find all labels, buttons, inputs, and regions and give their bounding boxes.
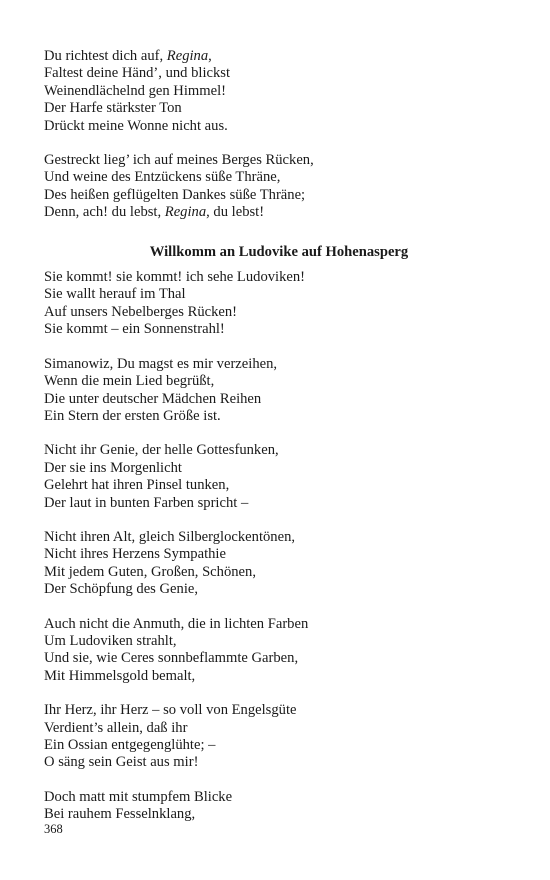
poem-line: Doch matt mit stumpfem Blicke xyxy=(44,788,233,805)
poem-line: Nicht ihr Genie, der helle Gottesfunken, xyxy=(44,442,279,459)
poem-line: Der sie ins Morgenlicht xyxy=(44,459,182,476)
poem-line: Und weine des Entzückens süße Thräne, xyxy=(44,169,281,186)
stanza xyxy=(44,48,514,135)
poem-line: Der laut in bunten Farben spricht – xyxy=(44,494,249,511)
poem-line: Simanowiz, Du magst es mir verzeihen, xyxy=(44,355,278,372)
poem-line: Um Ludoviken strahlt, xyxy=(44,632,177,649)
poem-line: Denn, ach! du lebst, Regina, du lebst! xyxy=(44,204,265,221)
poem-line: Sie kommt! sie kommt! ich sehe Ludoviken! xyxy=(44,269,306,286)
poem-line: Auch nicht die Anmuth, die in lichten Farben xyxy=(44,615,309,632)
poem-line: Ein Stern der ersten Größe ist. xyxy=(44,407,221,424)
stanza xyxy=(44,529,514,599)
stanza xyxy=(44,356,514,426)
poem-line: Nicht ihres Herzens Sympathie xyxy=(44,546,226,563)
poem-line: Auf unsers Nebelberges Rücken! xyxy=(44,303,238,320)
poem-line: Und sie, wie Ceres sonnbeflammte Garben, xyxy=(44,650,299,667)
stanza xyxy=(44,702,514,772)
poem-line: Der Schöpfung des Genie, xyxy=(44,581,199,598)
poem-line: Mit Himmelsgold bemalt, xyxy=(44,667,196,684)
poem-ending xyxy=(44,48,514,222)
poem-text xyxy=(44,48,514,841)
poem-line: Drückt meine Wonne nicht aus. xyxy=(44,117,228,134)
stanza xyxy=(44,442,514,512)
poem-title: Willkomm an Ludovike auf Hohenasperg xyxy=(149,243,409,260)
poem-line: Die unter deutscher Mädchen Reihen xyxy=(44,390,262,407)
stanza xyxy=(44,269,514,339)
poem-line: Des heißen geflügelten Dankes süße Thräne; xyxy=(44,186,306,203)
poem-line: Mit jedem Guten, Großen, Schönen, xyxy=(44,563,256,580)
poem-line: Gelehrt hat ihren Pinsel tunken, xyxy=(44,477,230,494)
page-number: 368 xyxy=(44,822,63,836)
poem-line: Sie wallt herauf im Thal xyxy=(44,286,186,303)
poem-line: Bei rauhem Fesselnklang, xyxy=(44,806,196,823)
poem-line: Gestreckt lieg’ ich auf meines Berges Rücken, xyxy=(44,152,314,169)
poem-willkomm xyxy=(44,269,514,824)
poem-line: Faltest deine Händ’, und blickst xyxy=(44,65,231,82)
poem-line: Weinendlächelnd gen Himmel! xyxy=(44,82,226,99)
poem-line: Ihr Herz, ihr Herz – so voll von Engelsgüte xyxy=(44,702,297,719)
poem-line: Nicht ihren Alt, gleich Silberglockentönen, xyxy=(44,528,296,545)
poem-line: Der Harfe stärkster Ton xyxy=(44,100,182,117)
poem-line: Sie kommt – ein Sonnenstrahl! xyxy=(44,321,225,338)
poem-line: Ein Ossian entgegenglühte; – xyxy=(44,737,216,753)
poem-line: Verdient’s allein, daß ihr xyxy=(44,719,188,736)
poem-line: Du richtest dich auf, Regina, xyxy=(44,48,212,64)
stanza xyxy=(44,152,514,222)
poem-line: Wenn die mein Lied begrüßt, xyxy=(44,373,215,390)
poem-line: O säng sein Geist aus mir! xyxy=(44,754,199,771)
stanza xyxy=(44,616,514,686)
stanza xyxy=(44,789,514,824)
